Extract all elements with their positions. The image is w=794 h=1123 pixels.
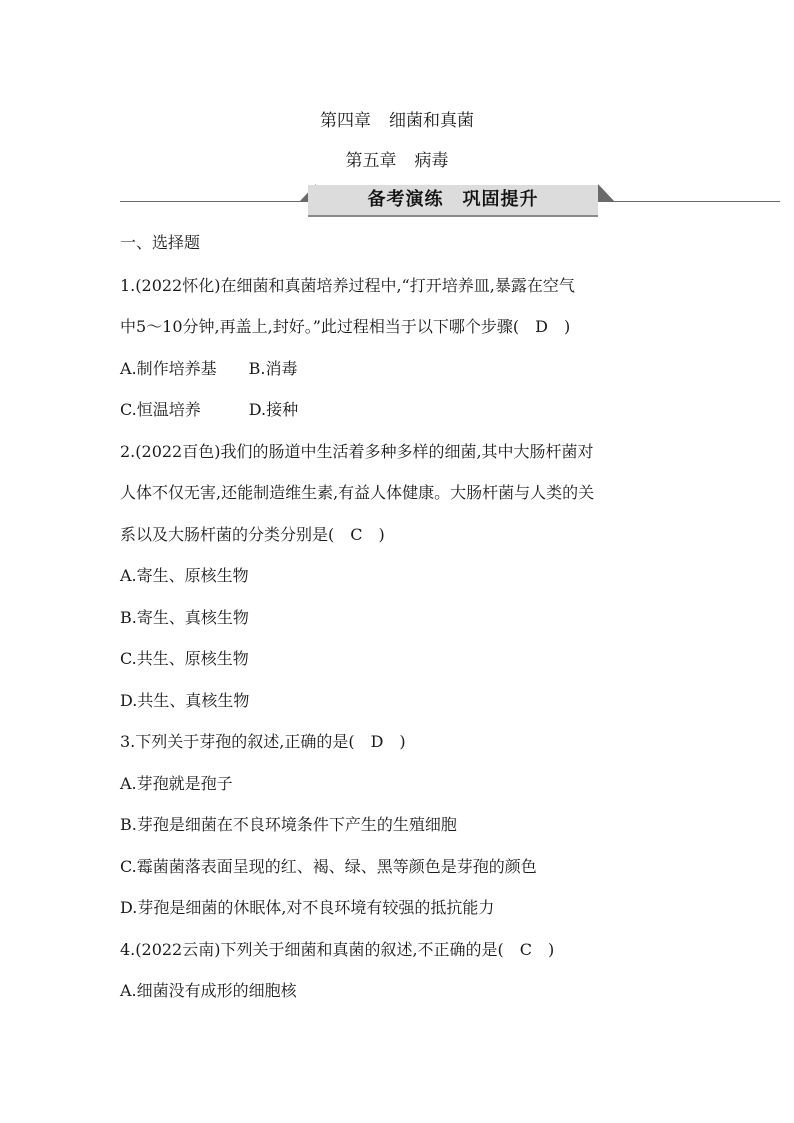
banner-right-ornament (598, 184, 614, 201)
section-banner (120, 184, 780, 218)
question-4-option-a: A.细菌没有成形的细胞核 (120, 981, 297, 1000)
banner-title: 备考演练 巩固提升 (367, 189, 539, 210)
question-3-stem: 3.下列关于芽孢的叙述,正确的是( D ) (120, 732, 406, 751)
chapter-4-title (0, 106, 794, 131)
section-heading: 一、选择题 (120, 233, 201, 252)
chapter-5-number: 第五章 (345, 151, 397, 171)
question-2-line-3: 系以及大肠杆菌的分类分别是( C ) (120, 525, 385, 544)
question-2-option-a: A.寄生、原核生物 (120, 566, 249, 585)
question-2-option-b: B.寄生、真核生物 (120, 608, 249, 627)
question-2-line-2: 人体不仅无害,还能制造维生素,有益人体健康。大肠杆菌与人类的关 (120, 483, 595, 502)
question-1-options-cd: C.恒温培养 D.接种 (120, 400, 299, 419)
question-3-option-d: D.芽孢是细菌的休眠体,对不良环境有较强的抵抗能力 (120, 898, 495, 917)
question-2-option-d: D.共生、真核生物 (120, 691, 250, 710)
question-1-line-1: 1.(2022怀化)在细菌和真菌培养过程中,“打开培养皿,暴露在空气 (120, 276, 575, 295)
chapter-5-title (0, 146, 794, 171)
question-4-stem: 4.(2022云南)下列关于细菌和真菌的叙述,不正确的是( C ) (120, 940, 555, 959)
question-3-option-c: C.霉菌菌落表面呈现的红、褐、绿、黑等颜色是芽孢的颜色 (120, 857, 537, 876)
chapter-5-name: 病毒 (414, 151, 449, 171)
chapter-4-number: 第四章 (320, 111, 371, 131)
question-1-line-2: 中5～10分钟,再盖上,封好。”此过程相当于以下哪个步骤( D ) (120, 317, 571, 336)
question-3-option-a: A.芽孢就是孢子 (120, 774, 233, 793)
question-2-option-c: C.共生、原核生物 (120, 649, 249, 668)
chapter-4-name: 细菌和真菌 (389, 111, 474, 131)
question-1-options-ab: A.制作培养基 B.消毒 (120, 359, 298, 378)
question-2-line-1: 2.(2022百色)我们的肠道中生活着多种多样的细菌,其中大肠杆菌对 (120, 442, 594, 461)
question-3-option-b: B.芽孢是细菌在不良环境条件下产生的生殖细胞 (120, 815, 457, 834)
